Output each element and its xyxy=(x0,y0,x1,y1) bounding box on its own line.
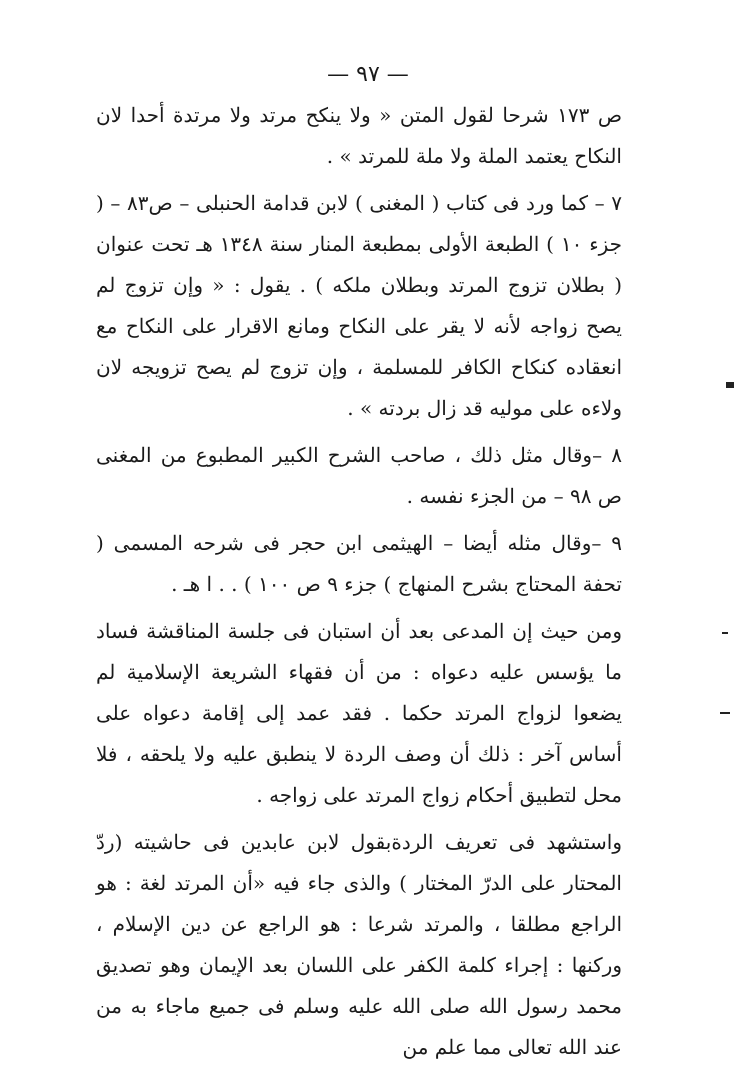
margin-mark-icon xyxy=(720,712,730,714)
paragraph-continuation: ص ١٧٣ شرحا لقول المتن « ولا ينكح مرتد ولا مرتدة أحدا لان النكاح يعتمد الملة ولا ملة للمرتد » . xyxy=(96,103,622,168)
paragraph-9: ٩ –وقال مثله أيضا – الهيثمى ابن حجر فى شرحه المسمى ( تحفة المحتاج بشرح المنهاج ) جزء ٩ ص ١٠٠ ) . . ا هـ . xyxy=(96,531,622,596)
document-body xyxy=(96,95,622,1074)
margin-mark-icon xyxy=(726,382,734,388)
paragraph-argument: ومن حيث إن المدعى بعد أن استبان فى جلسة المناقشة فساد ما يؤسس عليه دعواه : من أن فقهاء الشريعة الإسلامية لم يضعوا لزواج المرتد حكما . فقد عمد إلى إقامة دعواه على أساس آخر : ذلك أن وصف الردة لا ينطبق عليه ولا يلحقه ، فلا محل لتطبيق أحكام زواج المرتد على زواجه . xyxy=(96,619,622,807)
paragraph-ibn-abidin: واستشهد فى تعريف الردةبقول لابن عابدين فى حاشيته (ردّ المحتار على الدرّ المختار ) والذى جاء فيه «أن المرتد لغة : هو الراجع مطلقا ، والمرتد شرعا : هو الراجع عن دين الإسلام ، وركنها : إجراء كلمة الكفر على اللسان بعد الإيمان وهو تصديق محمد رسول الله صلى الله عليه وسلم فى جميع ماجاء به من عند الله تعالى مما علم من xyxy=(96,830,622,1059)
paragraph-7: ٧ – كما ورد فى كتاب ( المغنى ) لابن قدامة الحنبلى – ص٨٣ – ( جزء ١٠ ) الطبعة الأولى بمطبعة المنار سنة ١٣٤٨ هـ تحت عنوان ( بطلان تزوج المرتد وبطلان ملكه ) . يقول : « وإن تزوج لم يصح زواجه لأنه لا يقر على النكاح ومانع الاقرار على النكاح مع انعقاده كنكاح الكافر للمسلمة ، وإن تزوج لم يصح تزويجه لان ولاءه على موليه قد زال بردته » . xyxy=(96,191,623,420)
paragraph-8: ٨ –وقال مثل ذلك ، صاحب الشرح الكبير المطبوع من المغنى ص ٩٨ – من الجزء نفسه . xyxy=(96,443,622,508)
margin-mark-icon xyxy=(722,632,728,634)
page-number: — ٩٧ — xyxy=(327,62,409,87)
